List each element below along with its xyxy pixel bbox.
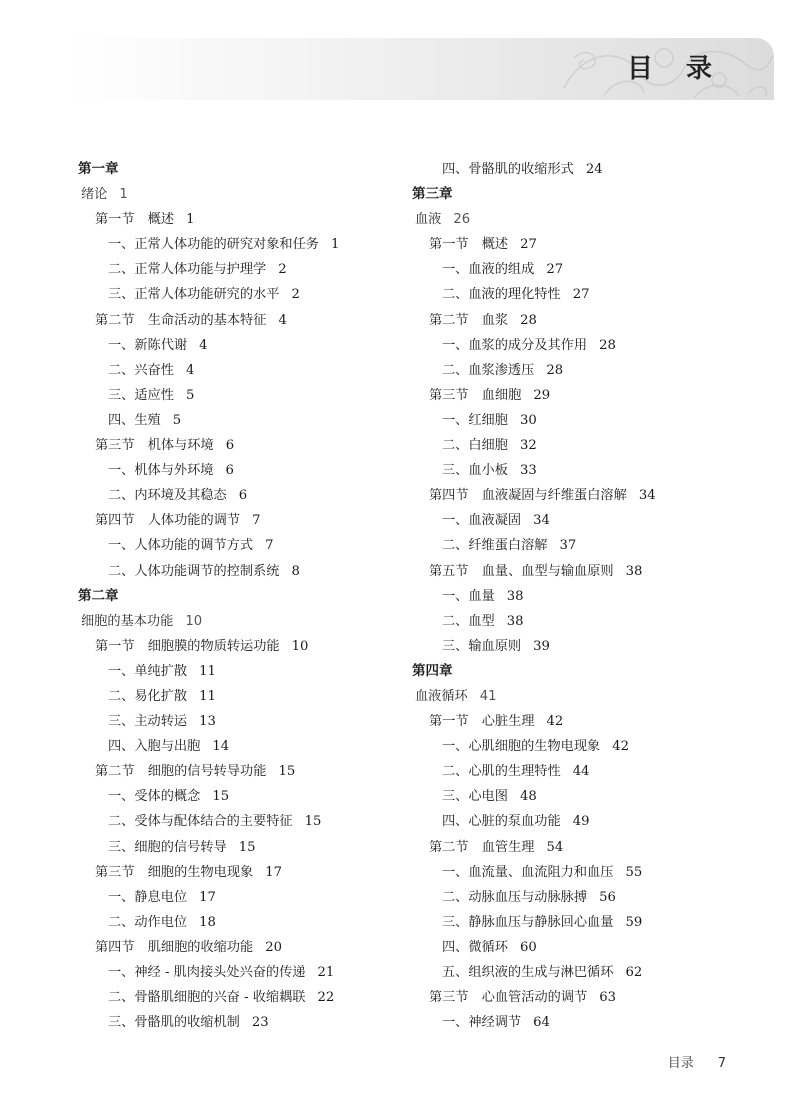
toc-page-number: 48 [519,789,537,805]
toc-page-number: 15 [304,814,322,830]
toc-item-entry [412,910,752,935]
toc-item-entry [412,784,752,809]
toc-item-entry [412,634,752,659]
toc-section-entry [412,483,752,508]
toc-page-number: 44 [572,764,590,780]
page-title: 目 录 [626,54,724,84]
toc-entry-text: 一、机体与外环境 [108,463,214,479]
toc-item-entry [412,734,752,759]
toc-page-number: 64 [533,1015,550,1031]
toc-entry-text: 一、血流量、血流阻力和血压 [442,864,614,880]
toc-entry-text: 第三节 细胞的生物电现象 [95,864,254,880]
toc-item-entry [412,157,752,182]
toc-entry-text: 第一章 [78,161,119,177]
toc-item-entry [412,759,752,784]
toc-entry-text: 三、主动转运 [108,714,188,730]
toc-entry-text: 第二节 生命活动的基本特征 [95,312,267,328]
toc-item-entry [412,433,752,458]
toc-item-entry [78,333,418,358]
toc-page-number: 54 [546,839,564,855]
toc-item-entry [78,659,418,684]
toc-left-column [78,157,418,1035]
toc-entry-text: 血液 [415,212,442,228]
toc-entry-text: 第二节 血浆 [429,312,509,328]
toc-entry-text: 一、血液凝固 [442,513,522,529]
toc-section-entry [412,709,752,734]
toc-page-number: 38 [506,588,524,604]
toc-section-entry [412,383,752,408]
toc-page-number: 1 [119,187,128,203]
toc-entry-text: 一、人体功能的调节方式 [108,538,254,554]
toc-entry-text: 二、骨骼肌细胞的兴奋 - 收缩耦联 [108,990,306,1006]
toc-entry-text: 四、心脏的泵血功能 [442,814,561,830]
toc-page-number: 14 [212,739,230,755]
toc-entry-text: 第三章 [412,186,453,203]
toc-page-number: 7 [252,513,261,529]
toc-page-number: 17 [199,889,216,905]
toc-item-entry [412,935,752,960]
toc-item-entry [412,358,752,383]
toc-entry-text: 三、血小板 [442,463,508,479]
toc-entry-text: 三、细胞的信号转导 [108,839,227,855]
toc-item-entry [78,684,418,709]
toc-entry-text: 一、血量 [442,588,495,604]
toc-entry-text: 第四节 血液凝固与纤维蛋白溶解 [429,488,627,504]
toc-entry-text: 三、适应性 [108,387,174,403]
toc-page-number: 60 [519,939,537,955]
toc-item-entry [78,383,418,408]
footer-label: 目录 [667,1056,694,1071]
toc-entry-text: 第一节 概述 [429,237,509,253]
toc-section-entry [412,308,752,333]
toc-section-entry [78,207,418,232]
toc-section-entry [412,835,752,860]
toc-entry-text: 第四节 人体功能的调节 [95,513,241,529]
toc-item-entry [78,1010,418,1035]
toc-entry-text: 一、新陈代谢 [108,337,188,353]
toc-entry-text: 细胞的基本功能 [81,613,174,629]
toc-right-column [412,157,752,1035]
toc-entry-text: 二、正常人体功能与护理学 [108,262,267,278]
toc-page-number: 30 [519,412,537,428]
toc-entry-text: 第一节 细胞膜的物质转运功能 [95,638,280,654]
toc-item-entry [78,835,418,860]
toc-entry-text: 二、兴奋性 [108,362,174,378]
toc-entry-text: 第四节 肌细胞的收缩功能 [95,939,254,955]
toc-item-entry [412,533,752,558]
toc-item-entry [78,784,418,809]
toc-item-entry [412,885,752,910]
toc-item-entry [78,533,418,558]
toc-entry-text: 二、纤维蛋白溶解 [442,538,548,554]
toc-entry-text: 第四章 [412,662,453,679]
toc-page-number: 32 [519,438,537,454]
toc-entry-text: 二、血浆渗透压 [442,362,535,378]
toc-entry-text: 四、微循环 [442,939,508,955]
toc-chapter-entry [78,157,418,182]
toc-page-number: 15 [212,789,230,805]
toc-item-entry [412,1010,752,1035]
toc-entry-text: 二、内环境及其稳态 [108,488,227,504]
toc-page-number: 38 [625,563,643,579]
toc-chapter-entry [412,182,752,207]
toc-page-number: 4 [185,362,195,378]
toc-ctitle-entry [78,609,418,634]
toc-section-entry [78,759,418,784]
toc-item-entry [78,885,418,910]
toc-item-entry [78,960,418,985]
toc-item-entry [78,483,418,508]
toc-item-entry [78,408,418,433]
toc-page-number: 27 [520,237,537,253]
toc-ctitle-entry [412,207,752,232]
toc-page-number: 6 [225,463,234,479]
toc-item-entry [412,960,752,985]
toc-page-number: 2 [291,287,300,303]
toc-page-number: 29 [533,387,551,403]
toc-item-entry [412,584,752,609]
toc-page-number: 15 [278,764,296,780]
toc-section-entry [78,308,418,333]
toc-item-entry [78,257,418,282]
toc-entry-text: 二、受体与配体结合的主要特征 [108,814,293,830]
toc-page-number: 10 [185,613,203,629]
toc-page-number: 11 [199,663,216,679]
toc-entry-text: 二、人体功能调节的控制系统 [108,563,280,579]
toc-item-entry [78,559,418,584]
toc-item-entry [412,860,752,885]
toc-page-number: 34 [638,488,656,504]
footer-page-number: 7 [717,1056,726,1071]
toc-page-number: 7 [265,538,274,554]
toc-page-number: 28 [520,312,537,328]
toc-page-number: 23 [251,1015,269,1031]
toc-page-number: 5 [172,412,182,428]
toc-section-entry [412,985,752,1010]
toc-page-number: 49 [572,814,590,830]
toc-page-number: 24 [585,162,603,177]
toc-entry-text: 二、血型 [442,613,495,629]
toc-item-entry [412,333,752,358]
toc-item-entry [78,734,418,759]
toc-entry-text: 一、神经调节 [442,1015,522,1031]
toc-item-entry [412,609,752,634]
toc-entry-text: 第一节 心脏生理 [429,714,535,730]
toc-entry-text: 第三节 机体与环境 [95,438,214,454]
toc-entry-text: 二、血液的理化特性 [442,287,561,303]
toc-page-number: 37 [559,538,577,554]
toc-entry-text: 二、心肌的生理特性 [442,764,561,780]
toc-item-entry [78,809,418,834]
toc-section-entry [78,634,418,659]
toc-entry-text: 二、动脉血压与动脉脉搏 [442,889,588,905]
toc-page-number: 62 [625,965,643,980]
toc-page-number: 27 [572,287,590,303]
toc-entry-text: 一、红细胞 [442,412,508,428]
toc-ctitle-entry [412,684,752,709]
toc-page-number: 5 [185,387,195,403]
toc-item-entry [412,282,752,307]
toc-page-number: 33 [519,463,537,479]
toc-page-number: 63 [599,990,617,1006]
toc-entry-text: 一、心肌细胞的生物电现象 [442,739,601,755]
toc-page-number: 42 [546,714,564,730]
toc-entry-text: 三、心电图 [442,789,508,805]
toc-entry-text: 三、正常人体功能研究的水平 [108,287,280,303]
toc-chapter-entry [78,584,418,609]
toc-entry-text: 第三节 血细胞 [429,387,522,403]
header-band [66,38,774,100]
toc-entry-text: 三、静脉血压与静脉回心血量 [442,914,614,930]
toc-item-entry [412,508,752,533]
toc-item-entry [78,458,418,483]
toc-item-entry [412,408,752,433]
toc-item-entry [78,709,418,734]
toc-item-entry [78,910,418,935]
toc-page-number: 28 [599,337,616,353]
toc-page-number: 26 [453,212,471,228]
toc-section-entry [78,433,418,458]
toc-page-number: 13 [199,714,216,730]
toc-page-number: 2 [278,262,287,278]
toc-page-number: 17 [265,864,283,880]
toc-page-number: 22 [317,990,335,1006]
toc-page-number: 28 [546,362,564,378]
toc-entry-text: 第三节 心血管活动的调节 [429,990,588,1006]
toc-entry-text: 血液循环 [415,688,468,704]
toc-entry-text: 第五节 血量、血型与输血原则 [429,563,614,579]
toc-page-number: 41 [479,688,497,704]
toc-entry-text: 绪论 [81,187,108,203]
toc-entry-text: 一、正常人体功能的研究对象和任务 [108,237,319,253]
toc-page-number: 6 [238,488,248,504]
toc-item-entry [78,282,418,307]
toc-item-entry [78,985,418,1010]
toc-entry-text: 第二节 细胞的信号转导功能 [95,764,267,780]
toc-item-entry [412,257,752,282]
toc-entry-text: 二、白细胞 [442,438,508,454]
toc-page-number: 4 [278,312,287,328]
toc-section-entry [78,860,418,885]
toc-entry-text: 第二章 [78,587,119,604]
toc-entry-text: 四、入胞与出胞 [108,739,201,755]
toc-item-entry [78,358,418,383]
toc-chapter-entry [412,659,752,684]
toc-page-number: 39 [533,638,550,654]
toc-entry-text: 第一节 概述 [95,212,175,228]
toc-page-number: 27 [546,262,564,278]
toc-page-number: 1 [186,212,195,228]
toc-page-number: 56 [599,889,616,905]
toc-item-entry [412,809,752,834]
toc-item-entry [78,232,418,257]
toc-page-number: 55 [625,864,643,880]
toc-page-number: 42 [612,739,630,755]
toc-page-number: 11 [199,688,216,704]
toc-entry-text: 二、动作电位 [108,914,188,930]
toc-page-number: 59 [625,914,643,930]
toc-page-number: 21 [317,965,335,980]
toc-page-number: 15 [238,839,256,855]
toc-entry-text: 四、生殖 [108,412,161,428]
page-footer [668,1052,726,1071]
toc-page-number: 34 [533,513,550,529]
toc-section-entry [412,232,752,257]
toc-entry-text: 二、易化扩散 [108,688,188,704]
toc-entry-text: 一、受体的概念 [108,789,201,805]
toc-entry-text: 四、骨骼肌的收缩形式 [442,162,574,177]
toc-section-entry [78,508,418,533]
toc-page-number: 8 [291,563,300,579]
toc-page-number: 4 [199,337,208,353]
toc-section-entry [412,559,752,584]
toc-entry-text: 三、骨骼肌的收缩机制 [108,1015,240,1031]
toc-entry-text: 一、血液的组成 [442,262,535,278]
toc-page-number: 18 [199,914,216,930]
toc-item-entry [412,458,752,483]
toc-entry-text: 一、单纯扩散 [108,663,188,679]
toc-page-number: 10 [291,638,309,654]
toc-page-number: 1 [331,237,340,253]
toc-page-number: 6 [225,438,235,454]
toc-entry-text: 一、血浆的成分及其作用 [442,337,588,353]
toc-entry-text: 一、静息电位 [108,889,188,905]
toc-entry-text: 三、输血原则 [442,638,522,654]
toc-section-entry [78,935,418,960]
toc-entry-text: 一、神经 - 肌肉接头处兴奋的传递 [108,965,306,980]
toc-entry-text: 第二节 血管生理 [429,839,535,855]
toc-entry-text: 五、组织液的生成与淋巴循环 [442,965,614,980]
toc-page-number: 20 [265,939,283,955]
toc-page-number: 38 [506,613,524,629]
toc-ctitle-entry [78,182,418,207]
